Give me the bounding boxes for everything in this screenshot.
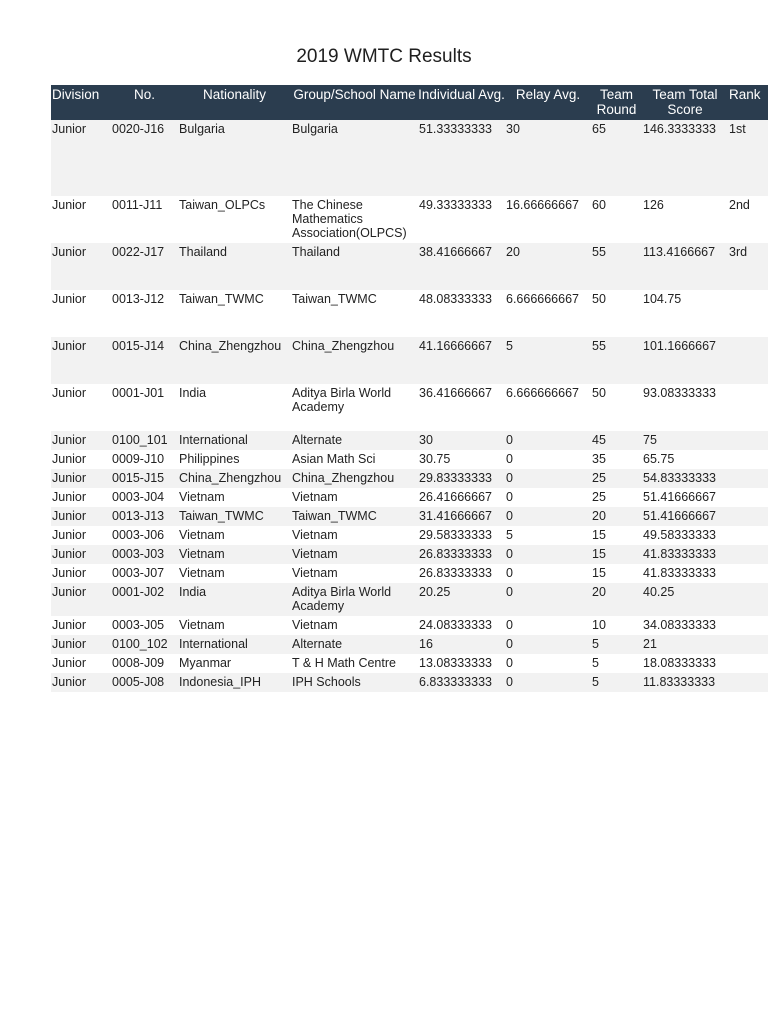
cell-division: Junior [51,507,111,526]
cell-relay-avg: 0 [505,431,591,450]
cell-team-round: 55 [591,337,642,384]
cell-team-total-score: 126 [642,196,728,243]
cell-nationality: China_Zhengzhou [178,469,291,488]
cell-group-school-name: Asian Math Sci [291,450,418,469]
cell-group-school-name: Alternate [291,431,418,450]
cell-group-school-name: Vietnam [291,545,418,564]
table-body [51,120,768,692]
cell-number: 0100_101 [111,431,178,450]
cell-nationality: Bulgaria [178,120,291,196]
cell-group-school-name: Alternate [291,635,418,654]
cell-team-total-score: 75 [642,431,728,450]
cell-nationality: Myanmar [178,654,291,673]
cell-number: 0013-J12 [111,290,178,337]
cell-individual-avg: 29.83333333 [418,469,505,488]
cell-rank [728,290,768,337]
cell-nationality: Vietnam [178,526,291,545]
table-row [51,488,768,507]
column-header-rank: Rank [728,85,768,120]
table-row [51,290,768,337]
table-row [51,469,768,488]
cell-group-school-name: Vietnam [291,616,418,635]
cell-group-school-name: Vietnam [291,564,418,583]
cell-group-school-name: Aditya Birla World Academy [291,583,418,616]
cell-nationality: International [178,431,291,450]
cell-team-round: 50 [591,384,642,431]
cell-division: Junior [51,196,111,243]
cell-team-round: 50 [591,290,642,337]
cell-team-total-score: 11.83333333 [642,673,728,692]
cell-team-total-score: 146.3333333 [642,120,728,196]
cell-division: Junior [51,526,111,545]
cell-team-round: 35 [591,450,642,469]
cell-group-school-name: China_Zhengzhou [291,469,418,488]
cell-number: 0001-J02 [111,583,178,616]
cell-nationality: Vietnam [178,616,291,635]
column-header-team-round: Team Round [591,85,642,120]
cell-number: 0100_102 [111,635,178,654]
cell-division: Junior [51,337,111,384]
cell-group-school-name: Vietnam [291,526,418,545]
cell-nationality: Vietnam [178,488,291,507]
cell-individual-avg: 30.75 [418,450,505,469]
column-header-individual-avg: Individual Avg. [418,85,505,120]
cell-relay-avg: 6.666666667 [505,290,591,337]
cell-rank [728,635,768,654]
cell-number: 0013-J13 [111,507,178,526]
cell-individual-avg: 51.33333333 [418,120,505,196]
table-row [51,120,768,196]
cell-team-total-score: 65.75 [642,450,728,469]
table-row [51,635,768,654]
table-row [51,507,768,526]
cell-individual-avg: 16 [418,635,505,654]
cell-number: 0003-J03 [111,545,178,564]
cell-individual-avg: 13.08333333 [418,654,505,673]
cell-nationality: China_Zhengzhou [178,337,291,384]
cell-individual-avg: 6.833333333 [418,673,505,692]
cell-division: Junior [51,431,111,450]
cell-team-round: 20 [591,583,642,616]
cell-group-school-name: Taiwan_TWMC [291,290,418,337]
cell-nationality: Indonesia_IPH [178,673,291,692]
cell-individual-avg: 48.08333333 [418,290,505,337]
cell-rank [728,583,768,616]
cell-relay-avg: 0 [505,635,591,654]
cell-number: 0020-J16 [111,120,178,196]
cell-relay-avg: 0 [505,616,591,635]
cell-individual-avg: 49.33333333 [418,196,505,243]
cell-nationality: Taiwan_OLPCs [178,196,291,243]
cell-division: Junior [51,564,111,583]
cell-rank [728,564,768,583]
cell-nationality: India [178,384,291,431]
cell-relay-avg: 0 [505,469,591,488]
cell-number: 0015-J14 [111,337,178,384]
cell-team-round: 55 [591,243,642,290]
cell-group-school-name: IPH Schools [291,673,418,692]
cell-team-total-score: 51.41666667 [642,507,728,526]
table-row [51,654,768,673]
cell-team-round: 10 [591,616,642,635]
cell-individual-avg: 30 [418,431,505,450]
cell-group-school-name: Vietnam [291,488,418,507]
cell-rank [728,450,768,469]
cell-team-round: 45 [591,431,642,450]
cell-individual-avg: 36.41666667 [418,384,505,431]
cell-rank: 3rd [728,243,768,290]
cell-division: Junior [51,654,111,673]
cell-team-total-score: 34.08333333 [642,616,728,635]
cell-rank [728,337,768,384]
page-title: 2019 WMTC Results [296,46,472,67]
cell-team-round: 20 [591,507,642,526]
cell-team-round: 5 [591,673,642,692]
cell-team-total-score: 41.83333333 [642,545,728,564]
cell-number: 0008-J09 [111,654,178,673]
cell-relay-avg: 0 [505,488,591,507]
cell-relay-avg: 0 [505,673,591,692]
cell-division: Junior [51,488,111,507]
cell-number: 0003-J06 [111,526,178,545]
cell-individual-avg: 41.16666667 [418,337,505,384]
cell-division: Junior [51,243,111,290]
cell-number: 0022-J17 [111,243,178,290]
cell-individual-avg: 26.83333333 [418,545,505,564]
cell-team-round: 5 [591,635,642,654]
cell-division: Junior [51,469,111,488]
cell-division: Junior [51,545,111,564]
cell-team-total-score: 40.25 [642,583,728,616]
cell-rank [728,673,768,692]
cell-number: 0003-J07 [111,564,178,583]
cell-nationality: India [178,583,291,616]
cell-group-school-name: Thailand [291,243,418,290]
cell-individual-avg: 31.41666667 [418,507,505,526]
column-header-division: Division [51,85,111,120]
cell-team-round: 5 [591,654,642,673]
cell-nationality: Thailand [178,243,291,290]
cell-rank [728,469,768,488]
cell-number: 0003-J05 [111,616,178,635]
column-header-nationality: Nationality [178,85,291,120]
cell-team-total-score: 54.83333333 [642,469,728,488]
cell-group-school-name: Bulgaria [291,120,418,196]
cell-relay-avg: 6.666666667 [505,384,591,431]
cell-team-total-score: 18.08333333 [642,654,728,673]
cell-relay-avg: 16.66666667 [505,196,591,243]
cell-team-total-score: 93.08333333 [642,384,728,431]
cell-team-round: 15 [591,564,642,583]
table-row [51,616,768,635]
cell-team-round: 25 [591,488,642,507]
table-row [51,337,768,384]
cell-team-total-score: 49.58333333 [642,526,728,545]
cell-division: Junior [51,384,111,431]
cell-team-total-score: 101.1666667 [642,337,728,384]
cell-number: 0011-J11 [111,196,178,243]
cell-team-total-score: 104.75 [642,290,728,337]
table-row [51,673,768,692]
cell-rank [728,654,768,673]
column-header-group-school-name: Group/School Name [291,85,418,120]
cell-individual-avg: 26.83333333 [418,564,505,583]
table-row [51,450,768,469]
table-row [51,431,768,450]
cell-team-round: 65 [591,120,642,196]
cell-individual-avg: 26.41666667 [418,488,505,507]
cell-team-round: 25 [591,469,642,488]
cell-group-school-name: The Chinese Mathematics Association(OLPCS) [291,196,418,243]
table-row [51,196,768,243]
cell-division: Junior [51,583,111,616]
cell-rank [728,545,768,564]
cell-relay-avg: 0 [505,564,591,583]
cell-division: Junior [51,635,111,654]
cell-rank [728,616,768,635]
cell-number: 0005-J08 [111,673,178,692]
cell-rank [728,488,768,507]
cell-individual-avg: 24.08333333 [418,616,505,635]
cell-relay-avg: 0 [505,545,591,564]
cell-team-round: 60 [591,196,642,243]
cell-group-school-name: China_Zhengzhou [291,337,418,384]
cell-rank: 1st [728,120,768,196]
column-header-no: No. [111,85,178,120]
cell-relay-avg: 5 [505,526,591,545]
table-row [51,384,768,431]
table-row [51,526,768,545]
table-row [51,545,768,564]
column-header-team-total-score: Team Total Score [642,85,728,120]
cell-number: 0001-J01 [111,384,178,431]
cell-group-school-name: T & H Math Centre [291,654,418,673]
column-header-relay-avg: Relay Avg. [505,85,591,120]
cell-nationality: Vietnam [178,545,291,564]
cell-number: 0003-J04 [111,488,178,507]
table-row [51,583,768,616]
cell-team-total-score: 41.83333333 [642,564,728,583]
results-table [51,85,768,692]
cell-group-school-name: Taiwan_TWMC [291,507,418,526]
cell-individual-avg: 29.58333333 [418,526,505,545]
cell-team-total-score: 51.41666667 [642,488,728,507]
cell-relay-avg: 0 [505,507,591,526]
cell-nationality: Philippines [178,450,291,469]
cell-nationality: Vietnam [178,564,291,583]
cell-rank: 2nd [728,196,768,243]
cell-individual-avg: 20.25 [418,583,505,616]
cell-rank [728,384,768,431]
cell-nationality: Taiwan_TWMC [178,290,291,337]
cell-relay-avg: 0 [505,583,591,616]
cell-relay-avg: 0 [505,450,591,469]
cell-division: Junior [51,616,111,635]
cell-individual-avg: 38.41666667 [418,243,505,290]
cell-division: Junior [51,290,111,337]
cell-division: Junior [51,450,111,469]
cell-division: Junior [51,120,111,196]
cell-division: Junior [51,673,111,692]
cell-nationality: Taiwan_TWMC [178,507,291,526]
table-row [51,564,768,583]
cell-rank [728,507,768,526]
cell-group-school-name: Aditya Birla World Academy [291,384,418,431]
cell-team-total-score: 113.4166667 [642,243,728,290]
cell-relay-avg: 0 [505,654,591,673]
cell-relay-avg: 30 [505,120,591,196]
cell-nationality: International [178,635,291,654]
cell-relay-avg: 20 [505,243,591,290]
cell-number: 0009-J10 [111,450,178,469]
cell-rank [728,526,768,545]
cell-team-round: 15 [591,526,642,545]
cell-relay-avg: 5 [505,337,591,384]
cell-rank [728,431,768,450]
header-row [51,85,768,120]
cell-team-total-score: 21 [642,635,728,654]
cell-team-round: 15 [591,545,642,564]
cell-number: 0015-J15 [111,469,178,488]
table-row [51,243,768,290]
